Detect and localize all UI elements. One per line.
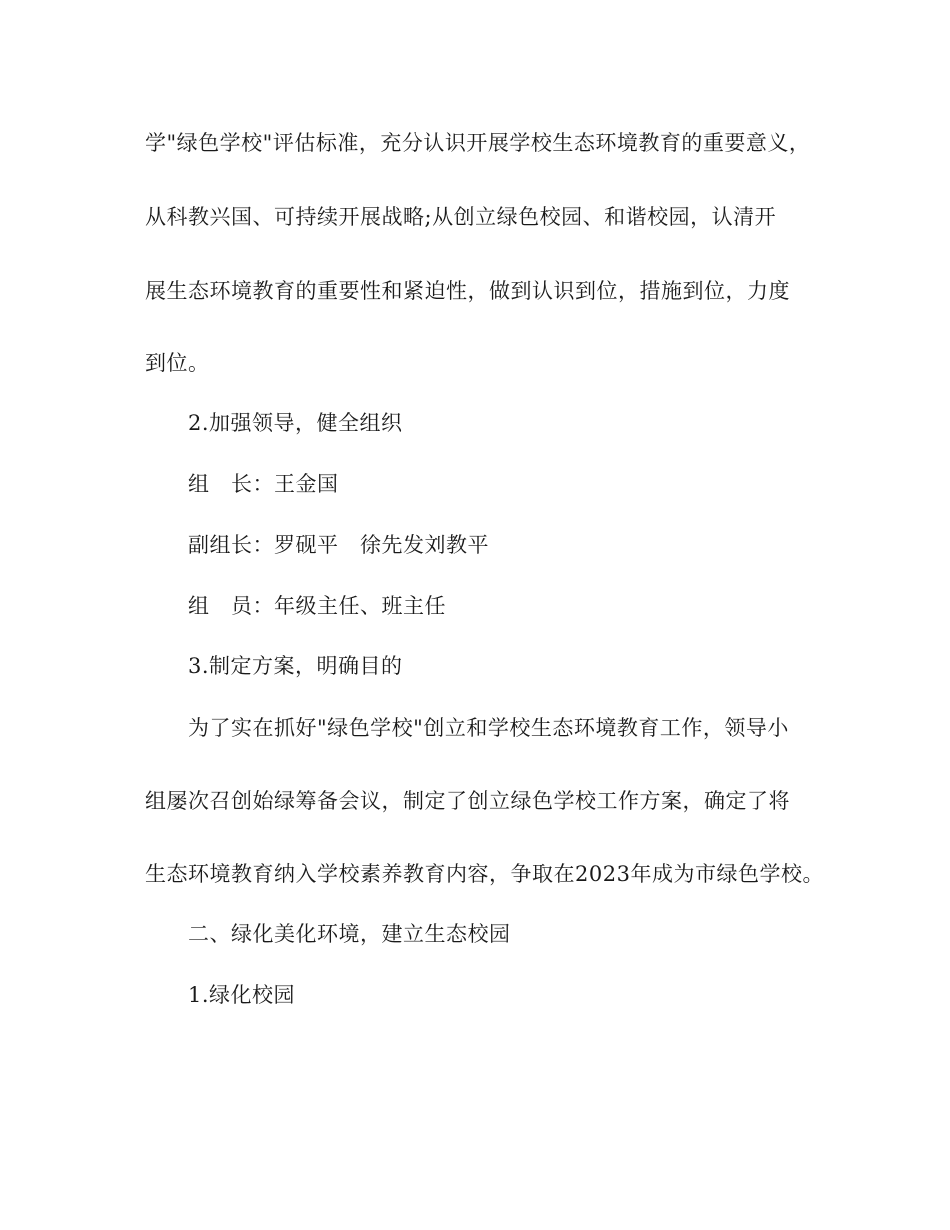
sub-heading-1: 1.绿化校园 [188, 983, 296, 1007]
deputy-leader-line: 副组长：罗砚平 徐先发刘教平 [188, 533, 489, 557]
paragraph-line-4: 到位。 [145, 351, 210, 375]
paragraph-line-5: 为了实在抓好"绿色学校"创立和学校生态环境教育工作，领导小 [188, 716, 789, 740]
paragraph-line-3: 展生态环境教育的重要性和紧迫性，做到认识到位，措施到位，力度 [145, 279, 790, 303]
paragraph-line-1: 学"绿色学校"评估标准，充分认识开展学校生态环境教育的重要意义， [145, 131, 811, 155]
paragraph-line-7: 生态环境教育纳入学校素养教育内容，争取在2023年成为市绿色学校。 [145, 862, 824, 886]
chapter-heading: 二、绿化美化环境，建立生态校园 [188, 922, 511, 946]
group-member-line: 组 员：年级主任、班主任 [188, 594, 446, 618]
group-leader-line: 组 长：王金国 [188, 472, 339, 496]
paragraph-line-6: 组屡次召创始绿筹备会议，制定了创立绿色学校工作方案，确定了将 [145, 789, 790, 813]
section-heading-3: 3.制定方案，明确目的 [188, 654, 403, 678]
paragraph-line-2: 从科教兴国、可持续开展战略;从创立绿色校园、和谐校园，认清开 [145, 205, 777, 229]
section-heading-2: 2.加强领导，健全组织 [188, 411, 403, 435]
